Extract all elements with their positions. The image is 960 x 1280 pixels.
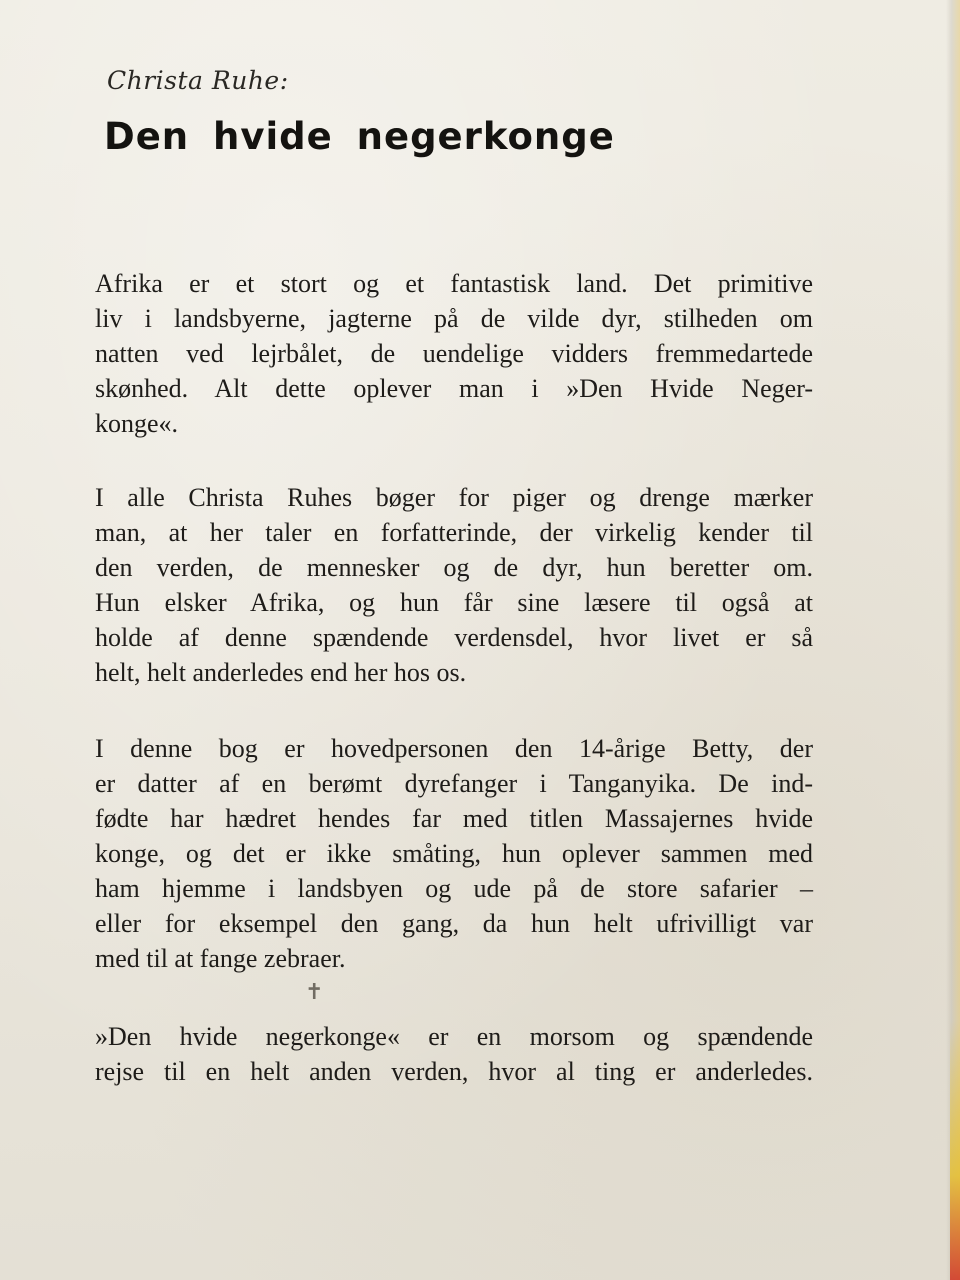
text-line: helt, helt anderledes end her hos os. [95, 658, 467, 687]
cover-edge-color [950, 1020, 960, 1280]
text-line: skønhed. Alt dette oplever man i »Den Hvide Neger- [95, 374, 813, 403]
text-line: holde af denne spændende verdensdel, hvor livet er så [95, 623, 813, 652]
paragraph-3 [95, 731, 813, 976]
book-title: Den hvide negerkonge [104, 115, 615, 158]
paragraph-4 [95, 1019, 813, 1089]
text-line: liv i landsbyerne, jagterne på de vilde dyr, stilheden om [95, 304, 813, 333]
ink-mark: ✝ [305, 980, 324, 1005]
text-line: konge, og det er ikke småting, hun oplever sammen med [95, 839, 813, 868]
text-line: I denne bog er hovedpersonen den 14-årige Betty, der [95, 734, 813, 763]
text-line: natten ved lejrbålet, de uendelige vidders fremmedartede [95, 339, 813, 368]
text-line: er datter af en berømt dyrefanger i Tanganyika. De ind- [95, 769, 813, 798]
text-line: Hun elsker Afrika, og hun får sine læsere til også at [95, 588, 813, 617]
paragraph-2 [95, 480, 813, 690]
text-line: den verden, de mennesker og de dyr, hun beretter om. [95, 553, 813, 582]
text-line: rejse til en helt anden verden, hvor al ting er anderledes. [95, 1057, 813, 1086]
text-line: I alle Christa Ruhes bøger for piger og drenge mærker [95, 483, 813, 512]
text-line: ham hjemme i landsbyen og ude på de store safarier – [95, 874, 813, 903]
text-line: man, at her taler en forfatterinde, der virkelig kender til [95, 518, 813, 547]
text-line: fødte har hædret hendes far med titlen Massajernes hvide [95, 804, 813, 833]
author-name: Christa Ruhe: [107, 66, 289, 95]
text-line: med til at fange zebraer. [95, 944, 346, 973]
text-line: eller for eksempel den gang, da hun helt ufrivilligt var [95, 909, 813, 938]
text-line: »Den hvide negerkonge« er en morsom og spændende [95, 1022, 813, 1051]
text-line: konge«. [95, 409, 179, 438]
text-line: Afrika er et stort og et fantastisk land. Det primitive [95, 269, 813, 298]
paragraph-1 [95, 266, 813, 441]
